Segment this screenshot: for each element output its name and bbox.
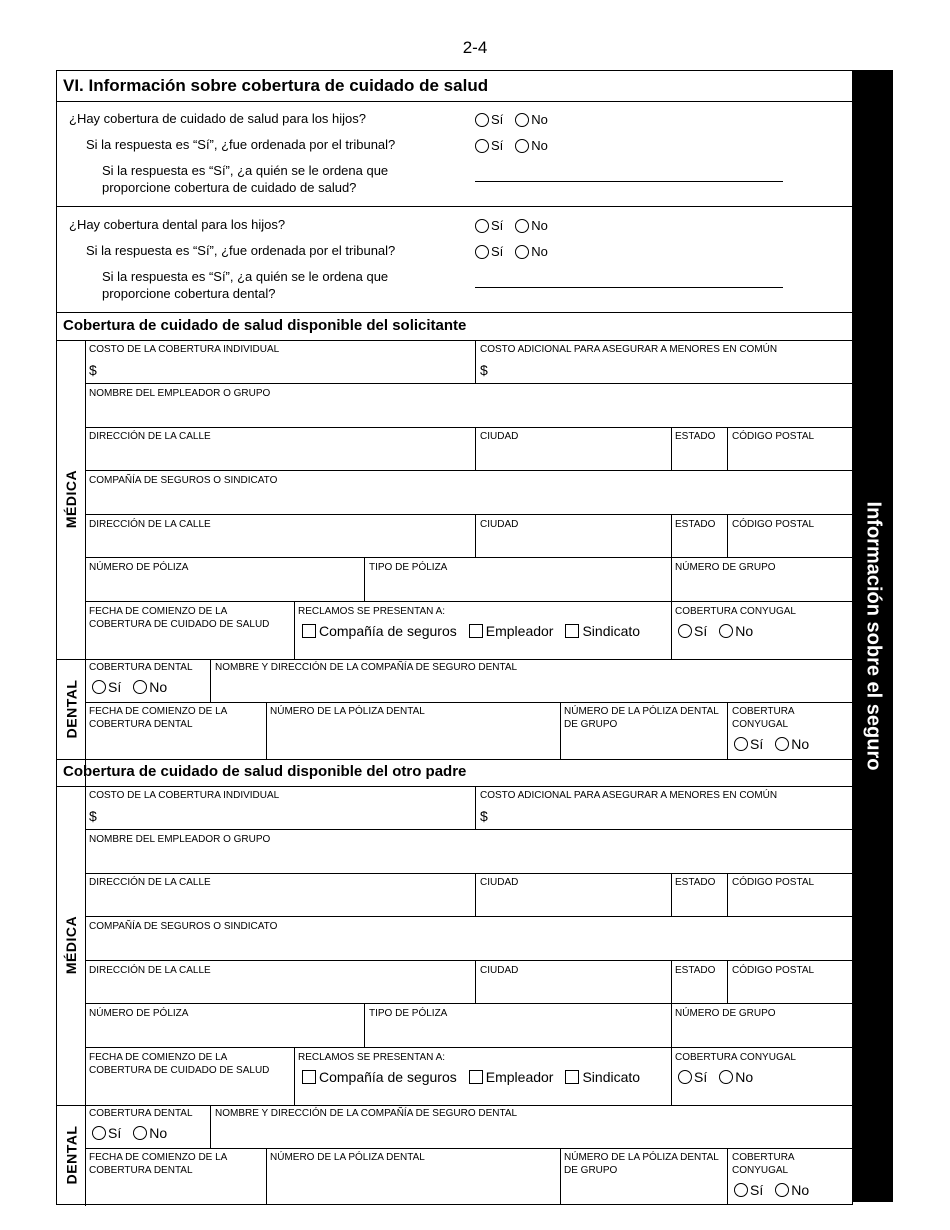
spousal-label: COBERTURA CONYUGAL — [675, 606, 796, 617]
spousal-no-radio[interactable] — [719, 624, 733, 638]
individual-cost-label: COSTO DE LA COBERTURA INDIVIDUAL — [89, 344, 280, 355]
dental-coverage-options: Sí No — [92, 679, 167, 695]
other-parent-coverage-title: Cobertura de cuidado de salud disponible del otro padre — [63, 763, 467, 780]
additional-cost-label: COSTO ADICIONAL PARA ASEGURAR A MENORES EN COMÚN — [480, 790, 778, 801]
dental-label: DENTAL — [63, 679, 80, 739]
spousal-options: Sí No — [678, 623, 753, 639]
health-coverage-form — [56, 70, 853, 1205]
dental-spousal-no-radio[interactable] — [775, 1183, 789, 1197]
street-label: DIRECCIÓN DE LA CALLE — [89, 877, 211, 888]
dental-spousal-yes-radio[interactable] — [734, 1183, 748, 1197]
employer-label: NOMBRE DEL EMPLEADOR O GRUPO — [89, 388, 271, 399]
claims-union-checkbox[interactable] — [565, 624, 579, 638]
additional-cost-label: COSTO ADICIONAL PARA ASEGURAR A MENORES EN COMÚN — [480, 344, 778, 355]
start-dental-label-2: COBERTURA DENTAL — [89, 1165, 193, 1176]
dental-q3-line1: Si la respuesta es “Sí”, ¿a quién se le ordena que — [102, 269, 389, 284]
dental-label: DENTAL — [63, 1125, 80, 1185]
dental-q1: ¿Hay cobertura dental para los hijos? — [69, 217, 286, 232]
page-number: 2-4 — [462, 38, 488, 57]
claims-options: Compañía de seguros Empleador Sindicato — [302, 1069, 640, 1085]
claims-options: Compañía de seguros Empleador Sindicato — [302, 623, 640, 639]
health-q1-options — [475, 112, 548, 127]
health-q1: ¿Hay cobertura de cuidado de salud para los hijos? — [69, 111, 367, 126]
health-q2-no-radio[interactable] — [515, 139, 529, 153]
individual-cost-field[interactable]: $ — [89, 362, 97, 378]
start-dental-label-1: FECHA DE COMIENZO DE LA — [89, 1152, 228, 1163]
start-health-label-2: COBERTURA DE CUIDADO DE SALUD — [89, 1065, 270, 1076]
dental-q2-no-radio[interactable] — [515, 245, 529, 259]
no-label: No — [531, 112, 548, 127]
dental-group-label-1: NÚMERO DE LA PÓLIZA DENTAL — [564, 706, 719, 717]
dental-spousal-yes-radio[interactable] — [734, 737, 748, 751]
claims-insurer-checkbox[interactable] — [302, 1070, 316, 1084]
individual-cost-field[interactable]: $ — [89, 808, 97, 824]
policy-type-label: TIPO DE PÓLIZA — [369, 562, 448, 573]
dental-q1-options — [475, 218, 548, 233]
group-number-label: NÚMERO DE GRUPO — [675, 1008, 776, 1019]
health-q3-line1: Si la respuesta es “Sí”, ¿a quién se le ordena que — [102, 163, 389, 178]
street-label: DIRECCIÓN DE LA CALLE — [89, 965, 211, 976]
health-q2-yes-radio[interactable] — [475, 139, 489, 153]
start-dental-label-1: FECHA DE COMIENZO DE LA — [89, 706, 228, 717]
dental-group-label-1: NÚMERO DE LA PÓLIZA DENTAL — [564, 1152, 719, 1163]
dental-q2-options — [475, 244, 548, 259]
claims-employer-checkbox[interactable] — [469, 1070, 483, 1084]
group-number-label: NÚMERO DE GRUPO — [675, 562, 776, 573]
state-label: ESTADO — [675, 965, 716, 976]
additional-cost-field[interactable]: $ — [480, 362, 488, 378]
dental-policy-label: NÚMERO DE LA PÓLIZA DENTAL — [270, 1152, 425, 1163]
no-label: No — [531, 218, 548, 233]
city-label: CIUDAD — [480, 519, 519, 530]
zip-label: CÓDIGO POSTAL — [732, 431, 815, 442]
policy-number-label: NÚMERO DE PÓLIZA — [89, 1008, 189, 1019]
dental-group-label-2: DE GRUPO — [564, 1165, 618, 1176]
yes-label: Sí — [491, 244, 504, 259]
zip-label: CÓDIGO POSTAL — [732, 877, 815, 888]
state-label: ESTADO — [675, 519, 716, 530]
claims-insurer-checkbox[interactable] — [302, 624, 316, 638]
claims-label: RECLAMOS SE PRESENTAN A: — [298, 606, 446, 617]
street-label: DIRECCIÓN DE LA CALLE — [89, 431, 211, 442]
insurer-label: COMPAÑÍA DE SEGUROS O SINDICATO — [89, 921, 278, 932]
dental-coverage-yes-radio[interactable] — [92, 680, 106, 694]
dental-spousal-no-radio[interactable] — [775, 737, 789, 751]
dental-q3-answer-line[interactable] — [475, 287, 783, 288]
insurer-label: COMPAÑÍA DE SEGUROS O SINDICATO — [89, 475, 278, 486]
policy-type-label: TIPO DE PÓLIZA — [369, 1008, 448, 1019]
dental-name-address-label: NOMBRE Y DIRECCIÓN DE LA COMPAÑÍA DE SEGURO DENTAL — [215, 1108, 518, 1119]
spousal-options: Sí No — [678, 1069, 753, 1085]
medical-label: MÉDICA — [63, 469, 80, 529]
no-label: No — [531, 244, 548, 259]
spousal-label: COBERTURA CONYUGAL — [675, 1052, 796, 1063]
dental-coverage-label: COBERTURA DENTAL — [89, 662, 193, 673]
yes-label: Sí — [491, 112, 504, 127]
dental-coverage-label: COBERTURA DENTAL — [89, 1108, 193, 1119]
applicant-coverage-title: Cobertura de cuidado de salud disponible del solicitante — [63, 317, 467, 334]
zip-label: CÓDIGO POSTAL — [732, 965, 815, 976]
street-label: DIRECCIÓN DE LA CALLE — [89, 519, 211, 530]
dental-coverage-yes-radio[interactable] — [92, 1126, 106, 1140]
dental-spousal-label-1: COBERTURA — [732, 1152, 795, 1163]
claims-employer-checkbox[interactable] — [469, 624, 483, 638]
health-q3-line2: proporcione cobertura de cuidado de salud? — [102, 180, 357, 195]
sidebar-tab — [852, 70, 893, 1202]
no-label: No — [531, 138, 548, 153]
section-title: VI. Información sobre cobertura de cuidado de salud — [57, 71, 852, 102]
start-health-label-2: COBERTURA DE CUIDADO DE SALUD — [89, 619, 270, 630]
start-health-label-1: FECHA DE COMIENZO DE LA — [89, 606, 228, 617]
start-dental-label-2: COBERTURA DENTAL — [89, 719, 193, 730]
claims-label: RECLAMOS SE PRESENTAN A: — [298, 1052, 446, 1063]
health-q2-options — [475, 138, 548, 153]
sidebar-title: Información sobre el seguro — [862, 501, 884, 771]
claims-union-checkbox[interactable] — [565, 1070, 579, 1084]
dental-q1-yes-radio[interactable] — [475, 219, 489, 233]
employer-label: NOMBRE DEL EMPLEADOR O GRUPO — [89, 834, 271, 845]
dental-q2-yes-radio[interactable] — [475, 245, 489, 259]
start-health-label-1: FECHA DE COMIENZO DE LA — [89, 1052, 228, 1063]
dental-spousal-options: Sí No — [734, 736, 809, 752]
dental-coverage-no-radio[interactable] — [133, 1126, 147, 1140]
additional-cost-field[interactable]: $ — [480, 808, 488, 824]
dental-policy-label: NÚMERO DE LA PÓLIZA DENTAL — [270, 706, 425, 717]
dental-q1-no-radio[interactable] — [515, 219, 529, 233]
yes-label: Sí — [491, 218, 504, 233]
dental-spousal-label-2: CONYUGAL — [732, 1165, 789, 1176]
policy-number-label: NÚMERO DE PÓLIZA — [89, 562, 189, 573]
dental-coverage-options: Sí No — [92, 1125, 167, 1141]
dental-spousal-options: Sí No — [734, 1182, 809, 1198]
dental-group-label-2: DE GRUPO — [564, 719, 618, 730]
medical-label: MÉDICA — [63, 915, 80, 975]
yes-label: Sí — [491, 138, 504, 153]
city-label: CIUDAD — [480, 877, 519, 888]
dental-spousal-label-2: CONYUGAL — [732, 719, 789, 730]
health-q1-yes-radio[interactable] — [475, 113, 489, 127]
health-q1-no-radio[interactable] — [515, 113, 529, 127]
city-label: CIUDAD — [480, 431, 519, 442]
individual-cost-label: COSTO DE LA COBERTURA INDIVIDUAL — [89, 790, 280, 801]
state-label: ESTADO — [675, 431, 716, 442]
dental-q2: Si la respuesta es “Sí”, ¿fue ordenada por el tribunal? — [86, 243, 396, 258]
health-q2: Si la respuesta es “Sí”, ¿fue ordenada por el tribunal? — [86, 137, 396, 152]
dental-q3-line2: proporcione cobertura dental? — [102, 286, 276, 301]
zip-label: CÓDIGO POSTAL — [732, 519, 815, 530]
health-q3-answer-line[interactable] — [475, 181, 783, 182]
dental-spousal-label-1: COBERTURA — [732, 706, 795, 717]
dental-coverage-no-radio[interactable] — [133, 680, 147, 694]
spousal-no-radio[interactable] — [719, 1070, 733, 1084]
city-label: CIUDAD — [480, 965, 519, 976]
spousal-yes-radio[interactable] — [678, 624, 692, 638]
state-label: ESTADO — [675, 877, 716, 888]
dental-name-address-label: NOMBRE Y DIRECCIÓN DE LA COMPAÑÍA DE SEGURO DENTAL — [215, 662, 518, 673]
spousal-yes-radio[interactable] — [678, 1070, 692, 1084]
